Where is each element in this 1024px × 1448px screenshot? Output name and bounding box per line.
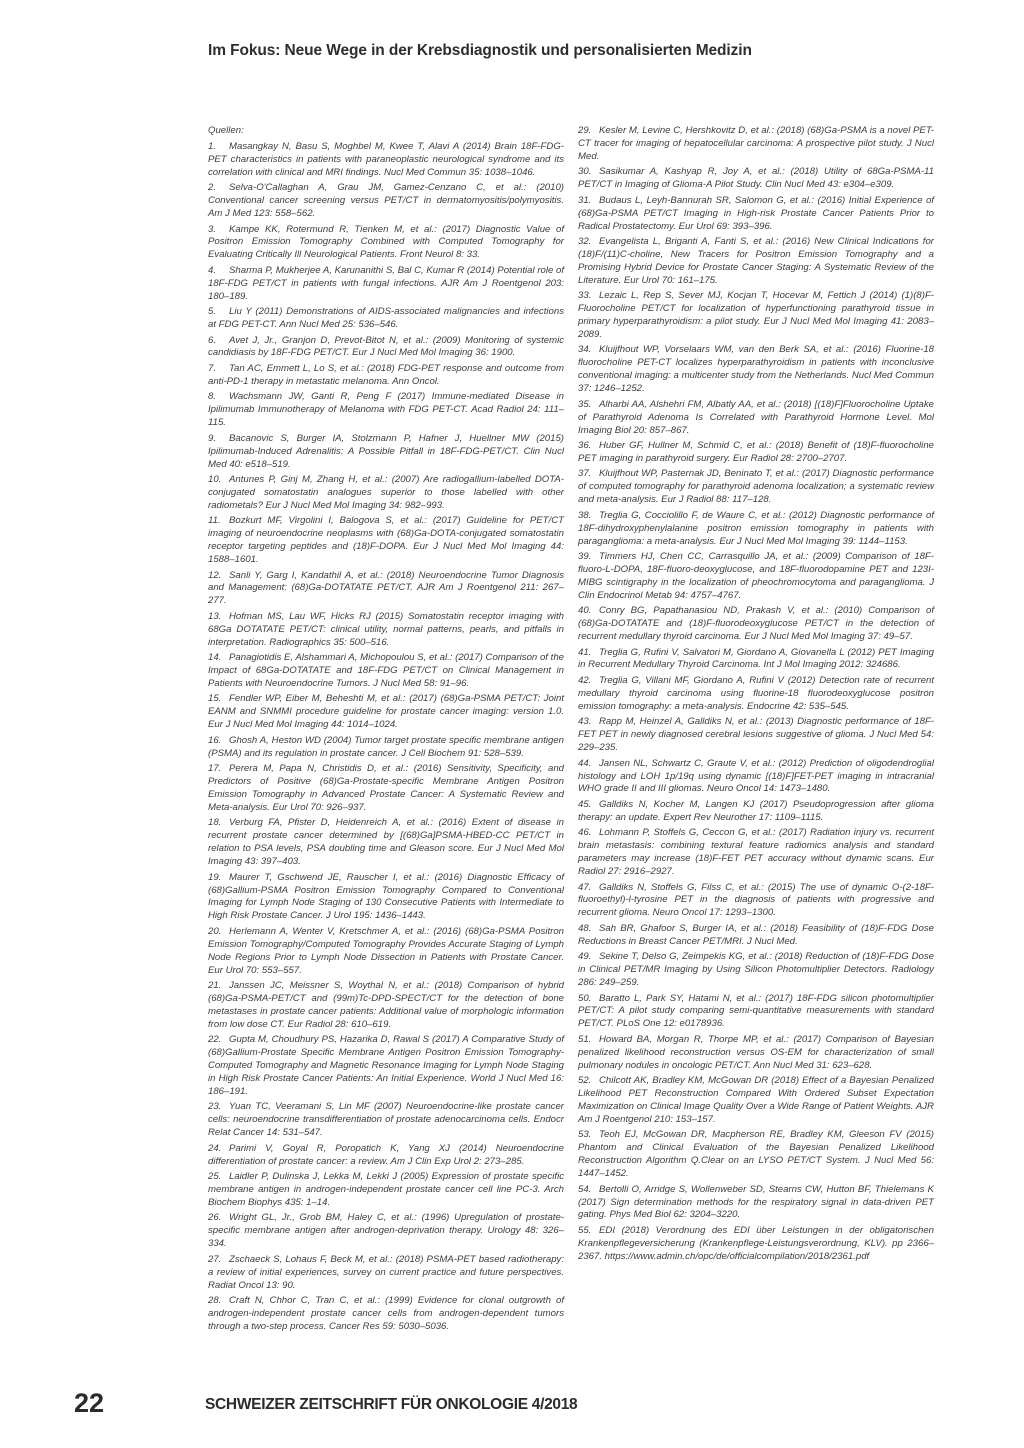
reference-item bbox=[208, 570, 564, 609]
reference-text: Treglia G, Cocciolillo F, de Waure C, et al.: (2012) Diagnostic performance of 18F-dihydroxyphenylalanine positron emission tomography in patients with paraganglioma: a meta-analysis. Eur J Nucl Med Mol Imaging 39: 1144–1153. bbox=[578, 509, 934, 547]
reference-item bbox=[578, 675, 934, 714]
reference-number: 14. bbox=[208, 652, 222, 664]
reference-number: 51. bbox=[578, 1033, 592, 1045]
reference-number: 30. bbox=[578, 166, 592, 178]
reference-text: Conry BG, Papathanasiou ND, Prakash V, et al.: (2010) Comparison of (68)Ga-DOTATATE and (18)F-fluorodeoxyglucose PET/CT in the detection of recurrent medullary thyroid carcinoma. Eur J Nucl Med Mol Imaging 37: 49–57. bbox=[578, 605, 934, 643]
reference-number: 48. bbox=[578, 922, 592, 934]
references-list-left bbox=[208, 141, 564, 1334]
reference-item bbox=[578, 166, 934, 192]
reference-number: 45. bbox=[578, 798, 592, 810]
reference-text: EDI (2018) Verordnung des EDI über Leistungen in der obligatorischen Krankenpflegeversicherung (Krankenpflege-Leistungsverordnung, KLV). pp 2366–2367. https://www.admin.ch/opc/de/officialcompilation/2018/2361.pdf bbox=[578, 1224, 934, 1262]
reference-item bbox=[578, 440, 934, 466]
references-column-right bbox=[578, 125, 934, 1266]
reference-text: Craft N, Chhor C, Tran C, et al.: (1999) Evidence for clonal outgrowth of androgen-independent prostate cancer cells from androgen-dependent tumors through a two-step process. Cancer Res 59: 5030–5036. bbox=[208, 1295, 564, 1332]
reference-number: 34. bbox=[578, 344, 592, 356]
reference-item bbox=[208, 224, 564, 263]
reference-text: Kampe KK, Rotermund R, Tienken M, et al.: (2017) Diagnostic Value of Positron Emission Tomography Combined with Computed Tomography for Evaluating Critically Ill Neurological Patients. Front Neurol 8: 33. bbox=[208, 223, 564, 261]
reference-text: Lezaic L, Rep S, Sever MJ, Kocjan T, Hocevar M, Fettich J (2014) (1)(8)F-Fluorocholine PET/CT for localization of hyperfunctioning parathyroid tissue in primary hyperparathyroidism: a pilot study. Eur J Nucl Med Mol Imaging 41: 2083–2089. bbox=[578, 290, 934, 340]
reference-number: 25. bbox=[208, 1171, 222, 1183]
reference-item bbox=[208, 980, 564, 1032]
reference-number: 41. bbox=[578, 646, 592, 658]
reference-number: 9. bbox=[208, 432, 217, 444]
reference-number: 11. bbox=[208, 515, 221, 527]
reference-text: Timmers HJ, Chen CC, Carrasquillo JA, et al.: (2009) Comparison of 18F-fluoro-L-DOPA, 18F-fluoro-deoxyglucose, and 18F-fluorodopamine PET and 123I-MIBG scintigraphy in the localization of pheochromocytoma and paraganglioma. J Clin Endocrinol Metab 94: 4757–4767. bbox=[578, 551, 934, 601]
references-column-left bbox=[208, 125, 564, 1336]
reference-number: 13. bbox=[208, 610, 222, 622]
reference-text: Janssen JC, Meissner S, Woythal N, et al.: (2018) Comparison of hybrid (68)Ga-PSMA-PET/CT and (99m)Tc-DPD-SPECT/CT for the detection of bone metastases in prostate cancer patients: Additional value of morphologic information from low dose CT. Eur Radiol 28: 610–619. bbox=[208, 980, 564, 1030]
reference-item bbox=[208, 391, 564, 430]
reference-number: 27. bbox=[208, 1253, 222, 1265]
page-footer bbox=[0, 1388, 1024, 1428]
reference-item bbox=[208, 1295, 564, 1334]
reference-text: Sanli Y, Garg I, Kandathil A, et al.: (2018) Neuroendocrine Tumor Diagnosis and Management: (68)Ga-DOTATATE PET/CT. AJR Am J Roentgenol 211: 267–277. bbox=[208, 569, 564, 607]
reference-item bbox=[578, 716, 934, 755]
reference-item bbox=[578, 605, 934, 644]
journal-name: SCHWEIZER ZEITSCHRIFT FÜR ONKOLOGIE 4/2018 bbox=[205, 1396, 578, 1413]
reference-number: 44. bbox=[578, 757, 592, 769]
reference-text: Masangkay N, Basu S, Moghbel M, Kwee T, Alavi A (2014) Brain 18F-FDG-PET characteristics in patients with paraneoplastic neurological syndrome and its correlation with clinical and MRI findings. Nucl Med Commun 35: 1038–1046. bbox=[208, 140, 564, 178]
reference-number: 42. bbox=[578, 674, 592, 686]
reference-text: Huber GF, Hullner M, Schmid C, et al.: (2018) Benefit of (18)F-fluorocholine PET imaging in parathyroid surgery. Eur Radiol 28: 2700–2707. bbox=[578, 440, 934, 464]
reference-item bbox=[208, 515, 564, 567]
reference-item bbox=[208, 763, 564, 815]
reference-number: 28. bbox=[208, 1295, 222, 1307]
reference-text: Treglia G, Rufini V, Salvatori M, Giordano A, Giovanella L (2012) PET Imaging in Recurrent Medullary Thyroid Carcinoma. Int J Mol Imaging 2012: 324686. bbox=[578, 646, 934, 671]
reference-text: Rapp M, Heinzel A, Galldiks N, et al.: (2013) Diagnostic performance of 18F-FET PET in newly diagnosed cerebral lesions suggestive of glioma. J Nucl Med 54: 229–235. bbox=[578, 716, 934, 754]
reference-text: Bertolli O, Arridge S, Wollenweber SD, Stearns CW, Hutton BF, Thielemans K (2017) Sign determination methods for the respiratory signal in data-driven PET gating. Phys Med Biol 62: 3204–3220. bbox=[578, 1183, 934, 1221]
reference-number: 10. bbox=[208, 474, 222, 485]
reference-text: Kluijfhout WP, Vorselaars WM, van den Berk SA, et al.: (2016) Fluorine-18 fluorocholine PET-CT localizes hyperparathyroidism in patients with inconclusive conventional imaging: a multicenter study from the Netherlands. Nucl Med Commun 37: 1246–1252. bbox=[578, 344, 934, 395]
reference-text: Galldiks N, Kocher M, Langen KJ (2017) Pseudoprogression after glioma therapy: an update. Expert Rev Neurother 17: 1109–1115. bbox=[578, 798, 934, 823]
reference-text: Evangelista L, Briganti A, Fanti S, et al.: (2016) New Clinical Indications for (18)F/(11)C-choline, New Tracers for Positron Emission Tomography and a Promising Hybrid Device for Prostate Cancer Staging: A Systematic Review of the Literature. Eur Urol 70: 161–175. bbox=[578, 236, 934, 286]
reference-text: Treglia G, Villani MF, Giordano A, Rufini V (2012) Detection rate of recurrent medullary thyroid carcinoma using fluorine-18 fluorodeoxyglucose positron emission tomography: a meta-analysis. Endocrine 42: 535–545. bbox=[578, 674, 934, 712]
reference-item bbox=[578, 125, 934, 164]
reference-item bbox=[578, 344, 934, 396]
reference-text: Liu Y (2011) Demonstrations of AIDS-associated malignancies and infections at FDG PET-CT. Ann Nucl Med 25: 536–546. bbox=[208, 306, 564, 331]
reference-item bbox=[578, 1034, 934, 1073]
reference-text: Chilcott AK, Bradley KM, McGowan DR (2018) Effect of a Bayesian Penalized Likelihood PET Reconstruction Compared With Ordered Subset Expectation Maximization on Clinical Image Quality Over a Wide Range of Patient Weights. AJR Am J Roentgenol 210: 153–157. bbox=[578, 1075, 934, 1125]
reference-text: Zschaeck S, Lohaus F, Beck M, et al.: (2018) PSMA-PET based radiotherapy: a review of initial experiences, survey on current practice and future perspectives. Radiat Oncol 13: 90. bbox=[208, 1253, 564, 1291]
reference-number: 40. bbox=[578, 605, 592, 617]
reference-text: Kluijfhout WP, Pasternak JD, Beninato T, et al.: (2017) Diagnostic performance of computed tomography for parathyroid adenoma localization; a systematic review and meta-analysis. Eur J Radiol 88: 117–128. bbox=[578, 468, 934, 506]
reference-item bbox=[208, 611, 564, 650]
reference-number: 37. bbox=[578, 468, 592, 480]
reference-number: 35. bbox=[578, 398, 592, 410]
reference-item bbox=[208, 335, 564, 361]
reference-text: Budaus L, Leyh-Bannurah SR, Salomon G, et al.: (2016) Initial Experience of (68)Ga-PSMA PET/CT Imaging in High-risk Prostate Cancer Patients Prior to Radical Prostatectomy. Eur Urol 69: 393–396. bbox=[578, 194, 934, 232]
reference-text: Lohmann P, Stoffels G, Ceccon G, et al.: (2017) Radiation injury vs. recurrent brain metastasis: combining textural feature radiomics analysis and standard parameters may increase (18)F-FET PET accuracy without dynamic scans. Eur Radiol 27: 2916–2927. bbox=[578, 827, 934, 878]
reference-text: Bozkurt MF, Virgolini I, Balogova S, et al.: (2017) Guideline for PET/CT imaging of neuroendocrine neoplasms with (68)Ga-DOTA-conjugated somatostatin receptor targeting peptides and (18)F-DOPA. Eur J Nucl Med Mol Imaging 44: 1588–1601. bbox=[208, 515, 564, 566]
reference-item bbox=[208, 265, 564, 304]
reference-number: 2. bbox=[208, 182, 217, 194]
reference-text: Panagiotidis E, Alshammari A, Michopoulou S, et al.: (2017) Comparison of the Impact of 68Ga-DOTATATE and 18F-FDG PET/CT on Clinical Management in Patients with Neuroendocrine Tumors. J Nucl Med 58: 91–96. bbox=[208, 652, 564, 689]
reference-number: 49. bbox=[578, 951, 592, 963]
reference-number: 8. bbox=[208, 391, 217, 403]
reference-number: 23. bbox=[208, 1101, 222, 1113]
reference-item bbox=[208, 1034, 564, 1099]
reference-item bbox=[578, 827, 934, 879]
reference-item bbox=[578, 799, 934, 825]
reference-text: Sekine T, Delso G, Zeimpekis KG, et al.: (2018) Reduction of (18)F-FDG Dose in Clinical PET/MR Imaging by Using Silicon Photomultiplier Detectors. Radiology 286: 249–259. bbox=[578, 951, 934, 989]
reference-number: 16. bbox=[208, 734, 222, 746]
reference-item bbox=[578, 236, 934, 288]
references-list-right bbox=[578, 125, 934, 1264]
reference-text: Laidler P, Dulinska J, Lekka M, Lekki J (2005) Expression of prostate specific membrane antigen in androgen-independent prostate cancer cell line PC-3. Arch Biochem Biophys 435: 1–14. bbox=[208, 1171, 564, 1208]
reference-item bbox=[578, 290, 934, 342]
reference-text: Teoh EJ, McGowan DR, Macpherson RE, Bradley KM, Gleeson FV (2015) Phantom and Clinical Evaluation of the Bayesian Penalized Likelihood Reconstruction Algorithm Q.Clear on an LYSO PET/CT System. J Nucl Med 56: 1447–1452. bbox=[578, 1129, 934, 1180]
reference-text: Sah BR, Ghafoor S, Burger IA, et al.: (2018) Feasibility of (18)F-FDG Dose Reductions in Breast Cancer PET/MRI. J Nucl Med. bbox=[578, 922, 934, 947]
page-number: 22 bbox=[74, 1388, 105, 1418]
reference-item bbox=[208, 872, 564, 924]
reference-item bbox=[208, 1101, 564, 1140]
reference-text: Tan AC, Emmett L, Lo S, et al.: (2018) FDG-PET response and outcome from anti-PD-1 therapy in metastatic melanoma. Ann Oncol. bbox=[208, 362, 564, 387]
reference-number: 55. bbox=[578, 1224, 592, 1236]
reference-text: Maurer T, Gschwend JE, Rauscher I, et al.: (2016) Diagnostic Efficacy of (68)Gallium-PSMA Positron Emission Tomography Compared to Conventional Imaging for Lymph Node Staging of 130 Consecutive Patients with Intermediate to High Risk Prostate Cancer. J Urol 195: 1436–1443. bbox=[208, 871, 564, 922]
reference-text: Perera M, Papa N, Christidis D, et al.: (2016) Sensitivity, Specificity, and Predictors of Positive (68)Ga-Prostate-specific Membrane Antigen Positron Emission Tomography in Advanced Prostate Cancer: A Systematic Review and Meta-analysis. Eur Urol 70: 926–937. bbox=[208, 763, 564, 813]
reference-text: Fendler WP, Eiber M, Beheshti M, et al.: (2017) (68)Ga-PSMA PET/CT: Joint EANM and SNMMI procedure guideline for prostate cancer imaging: version 1.0. Eur J Nucl Med Mol Imaging 44: 1014–1024. bbox=[208, 693, 564, 731]
reference-number: 46. bbox=[578, 827, 592, 839]
reference-number: 26. bbox=[208, 1212, 222, 1224]
reference-item bbox=[578, 1129, 934, 1181]
reference-number: 24. bbox=[208, 1142, 222, 1154]
reference-number: 53. bbox=[578, 1129, 592, 1141]
reference-text: Ghosh A, Heston WD (2004) Tumor target prostate specific membrane antigen (PSMA) and its regulation in prostate cancer. J Cell Biochem 91: 528–539. bbox=[208, 734, 564, 759]
reference-item bbox=[578, 923, 934, 949]
reference-text: Sharma P, Mukherjee A, Karunanithi S, Bal C, Kumar R (2014) Potential role of 18F-FDG PET/CT in patients with fungal infections. AJR Am J Roentgenol 203: 180–189. bbox=[208, 264, 564, 302]
reference-number: 12. bbox=[208, 569, 222, 581]
reference-number: 43. bbox=[578, 716, 592, 728]
reference-text: Jansen NL, Schwartz C, Graute V, et al.: (2012) Prediction of oligodendroglial histology and LOH 1p/19q using dynamic [(18)F]FET-PET imaging in intracranial WHO grade II and III gliomas. Neuro Oncol 14: 1473–1480. bbox=[578, 757, 934, 795]
reference-item bbox=[578, 758, 934, 797]
reference-number: 31. bbox=[578, 194, 592, 206]
reference-item bbox=[578, 647, 934, 673]
reference-text: Howard BA, Morgan R, Thorpe MP, et al.: (2017) Comparison of Bayesian penalized likelihood reconstruction versus OS-EM for characterization of small pulmonary nodules in oncologic PET/CT. Ann Nucl Med 31: 623–628. bbox=[578, 1033, 934, 1071]
reference-text: Alharbi AA, Alshehri FM, Albatly AA, et al.: (2018) [(18)F]Fluorocholine Uptake of Parathyroid Adenoma Is Correlated with Parathyroid Hormone Level. Mol Imaging Biol 20: 857–867. bbox=[578, 398, 934, 436]
sources-label: Quellen: bbox=[208, 125, 244, 136]
reference-number: 52. bbox=[578, 1075, 592, 1087]
reference-text: Galldiks N, Stoffels G, Filss C, et al.: (2015) The use of dynamic O-(2-18F-fluoroethyl)-l-tyrosine PET in the diagnosis of patients with progressive and recurrent glioma. Neuro Oncol 17: 1293–1300. bbox=[578, 881, 934, 919]
reference-item bbox=[578, 993, 934, 1032]
reference-number: 15. bbox=[208, 693, 222, 705]
reference-text: Hofman MS, Lau WF, Hicks RJ (2015) Somatostatin receptor imaging with 68Ga DOTATATE PET/CT: clinical utility, normal patterns, pearls, and pitfalls in interpretation. Radiographics 35: 500–516. bbox=[208, 610, 564, 648]
reference-number: 3. bbox=[208, 223, 217, 235]
page-title: Im Fokus: Neue Wege in der Krebsdiagnostik und personalisierten Medizin bbox=[208, 42, 752, 59]
reference-number: 33. bbox=[578, 290, 592, 302]
reference-number: 20. bbox=[208, 925, 222, 937]
reference-item bbox=[578, 951, 934, 990]
reference-item bbox=[208, 141, 564, 180]
reference-item bbox=[208, 363, 564, 389]
reference-text: Verburg FA, Pfister D, Heidenreich A, et al.: (2016) Extent of disease in recurrent prostate cancer determined by [(68)Ga]PSMA-HBED-CC PET/CT in relation to PSA levels, PSA doubling time and Gleason score. Eur J Nucl Med Mol Imaging 43: 397–403. bbox=[208, 817, 564, 868]
reference-text: Herlemann A, Wenter V, Kretschmer A, et al.: (2016) (68)Ga-PSMA Positron Emission Tomography/Computed Tomography Provides Accurate Staging of Lymph Node Regions Prior to Lymph Node Dissection in Patients with Prostate Cancer. Eur Urol 70: 553–557. bbox=[208, 925, 564, 976]
reference-item bbox=[208, 735, 564, 761]
reference-number: 50. bbox=[578, 992, 592, 1004]
reference-item bbox=[578, 195, 934, 234]
reference-item bbox=[208, 1143, 564, 1169]
reference-item bbox=[578, 1184, 934, 1223]
reference-number: 6. bbox=[208, 334, 217, 346]
reference-number: 39. bbox=[578, 551, 592, 563]
reference-text: Parimi V, Goyal R, Poropatich K, Yang XJ (2014) Neuroendocrine differentiation of prostate cancer: a review. Am J Clin Exp Urol 2: 273–285. bbox=[208, 1142, 564, 1167]
reference-number: 17. bbox=[208, 763, 222, 775]
reference-item bbox=[208, 182, 564, 221]
reference-item bbox=[578, 551, 934, 603]
reference-text: Avet J, Jr., Granjon D, Prevot-Bitot N, et al.: (2009) Monitoring of systemic candidiasis by 18F-FDG PET/CT. Eur J Nucl Med Mol Imaging 36: 1900. bbox=[208, 334, 564, 359]
reference-text: Baratto L, Park SY, Hatami N, et al.: (2017) 18F-FDG silicon photomultiplier PET/CT: A pilot study comparing semi-quantitative measurements with standard PET/CT. PLoS One 12: e0178936. bbox=[578, 992, 934, 1030]
reference-item bbox=[208, 1171, 564, 1210]
reference-item bbox=[208, 693, 564, 732]
reference-text: Bacanovic S, Burger IA, Stolzmann P, Hafner J, Huellner MW (2015) Ipilimumab-Induced Adrenalitis: A Possible Pitfall in 18F-FDG-PET/CT. Clin Nucl Med 40: e518–519. bbox=[208, 432, 564, 470]
reference-number: 18. bbox=[208, 817, 222, 829]
reference-number: 21. bbox=[208, 980, 222, 992]
reference-text: Sasikumar A, Kashyap R, Joy A, et al.: (2018) Utility of 68Ga-PSMA-11 PET/CT in Imaging of Glioma-A Pilot Study. Clin Nucl Med 43: e304–e309. bbox=[578, 166, 934, 191]
reference-number: 32. bbox=[578, 236, 592, 248]
reference-number: 7. bbox=[208, 362, 217, 374]
reference-item bbox=[208, 433, 564, 472]
reference-text: Wachsmann JW, Ganti R, Peng F (2017) Immune-mediated Disease in Ipilimumab Immunotherapy of Melanoma with FDG PET-CT. Acad Radiol 24: 111–115. bbox=[208, 391, 564, 429]
reference-text: Wright GL, Jr., Grob BM, Haley C, et al.: (1996) Upregulation of prostate-specific membrane antigen after androgen-deprivation therapy. Urology 48: 326–334. bbox=[208, 1212, 564, 1250]
reference-item bbox=[208, 1254, 564, 1293]
reference-number: 5. bbox=[208, 306, 217, 318]
reference-item bbox=[208, 1212, 564, 1251]
reference-text: Antunes P, Ginj M, Zhang H, et al.: (2007) Are radiogallium-labelled DOTA-conjugated somatostatin analogues superior to those labelled with other radiometals? Eur J Nucl Med Mol Imaging 34: 982–993. bbox=[208, 474, 564, 511]
reference-number: 4. bbox=[208, 264, 217, 276]
reference-item bbox=[208, 474, 564, 513]
reference-number: 19. bbox=[208, 871, 222, 883]
reference-number: 54. bbox=[578, 1183, 592, 1195]
reference-item bbox=[208, 306, 564, 332]
reference-text: Selva-O'Callaghan A, Grau JM, Gamez-Cenzano C, et al.: (2010) Conventional cancer screening versus PET/CT in dermatomyositis/polymyositis. Am J Med 123: 558–562. bbox=[208, 182, 564, 220]
reference-item bbox=[208, 926, 564, 978]
reference-item bbox=[208, 652, 564, 691]
reference-item bbox=[578, 399, 934, 438]
reference-item bbox=[578, 1225, 934, 1264]
reference-item bbox=[208, 817, 564, 869]
reference-number: 36. bbox=[578, 440, 592, 451]
reference-number: 29. bbox=[578, 125, 592, 136]
reference-text: Gupta M, Choudhury PS, Hazarika D, Rawal S (2017) A Comparative Study of (68)Gallium-Prostate Specific Membrane Antigen Positron Emission Tomography-Computed Tomography and Magnetic Resonance Imaging for Lymph Node Staging in High Risk Prostate Cancer Patients: An Initial Experience. World J Nucl Med 16: 186–191. bbox=[208, 1034, 564, 1097]
reference-text: Yuan TC, Veeramani S, Lin MF (2007) Neuroendocrine-like prostate cancer cells: neuroendocrine transdifferentiation of prostate adenocarcinoma cells. Endocr Relat Cancer 14: 531–547. bbox=[208, 1101, 564, 1139]
reference-item bbox=[578, 1075, 934, 1127]
reference-item bbox=[578, 882, 934, 921]
reference-item bbox=[578, 468, 934, 507]
reference-number: 38. bbox=[578, 509, 592, 521]
reference-text: Kesler M, Levine C, Hershkovitz D, et al.: (2018) (68)Ga-PSMA is a novel PET-CT tracer for imaging of hepatocellular carcinoma: A prospective pilot study. J Nucl Med. bbox=[578, 125, 934, 162]
reference-item bbox=[578, 510, 934, 549]
reference-number: 22. bbox=[208, 1034, 222, 1046]
reference-number: 1. bbox=[208, 140, 217, 152]
reference-number: 47. bbox=[578, 881, 592, 893]
